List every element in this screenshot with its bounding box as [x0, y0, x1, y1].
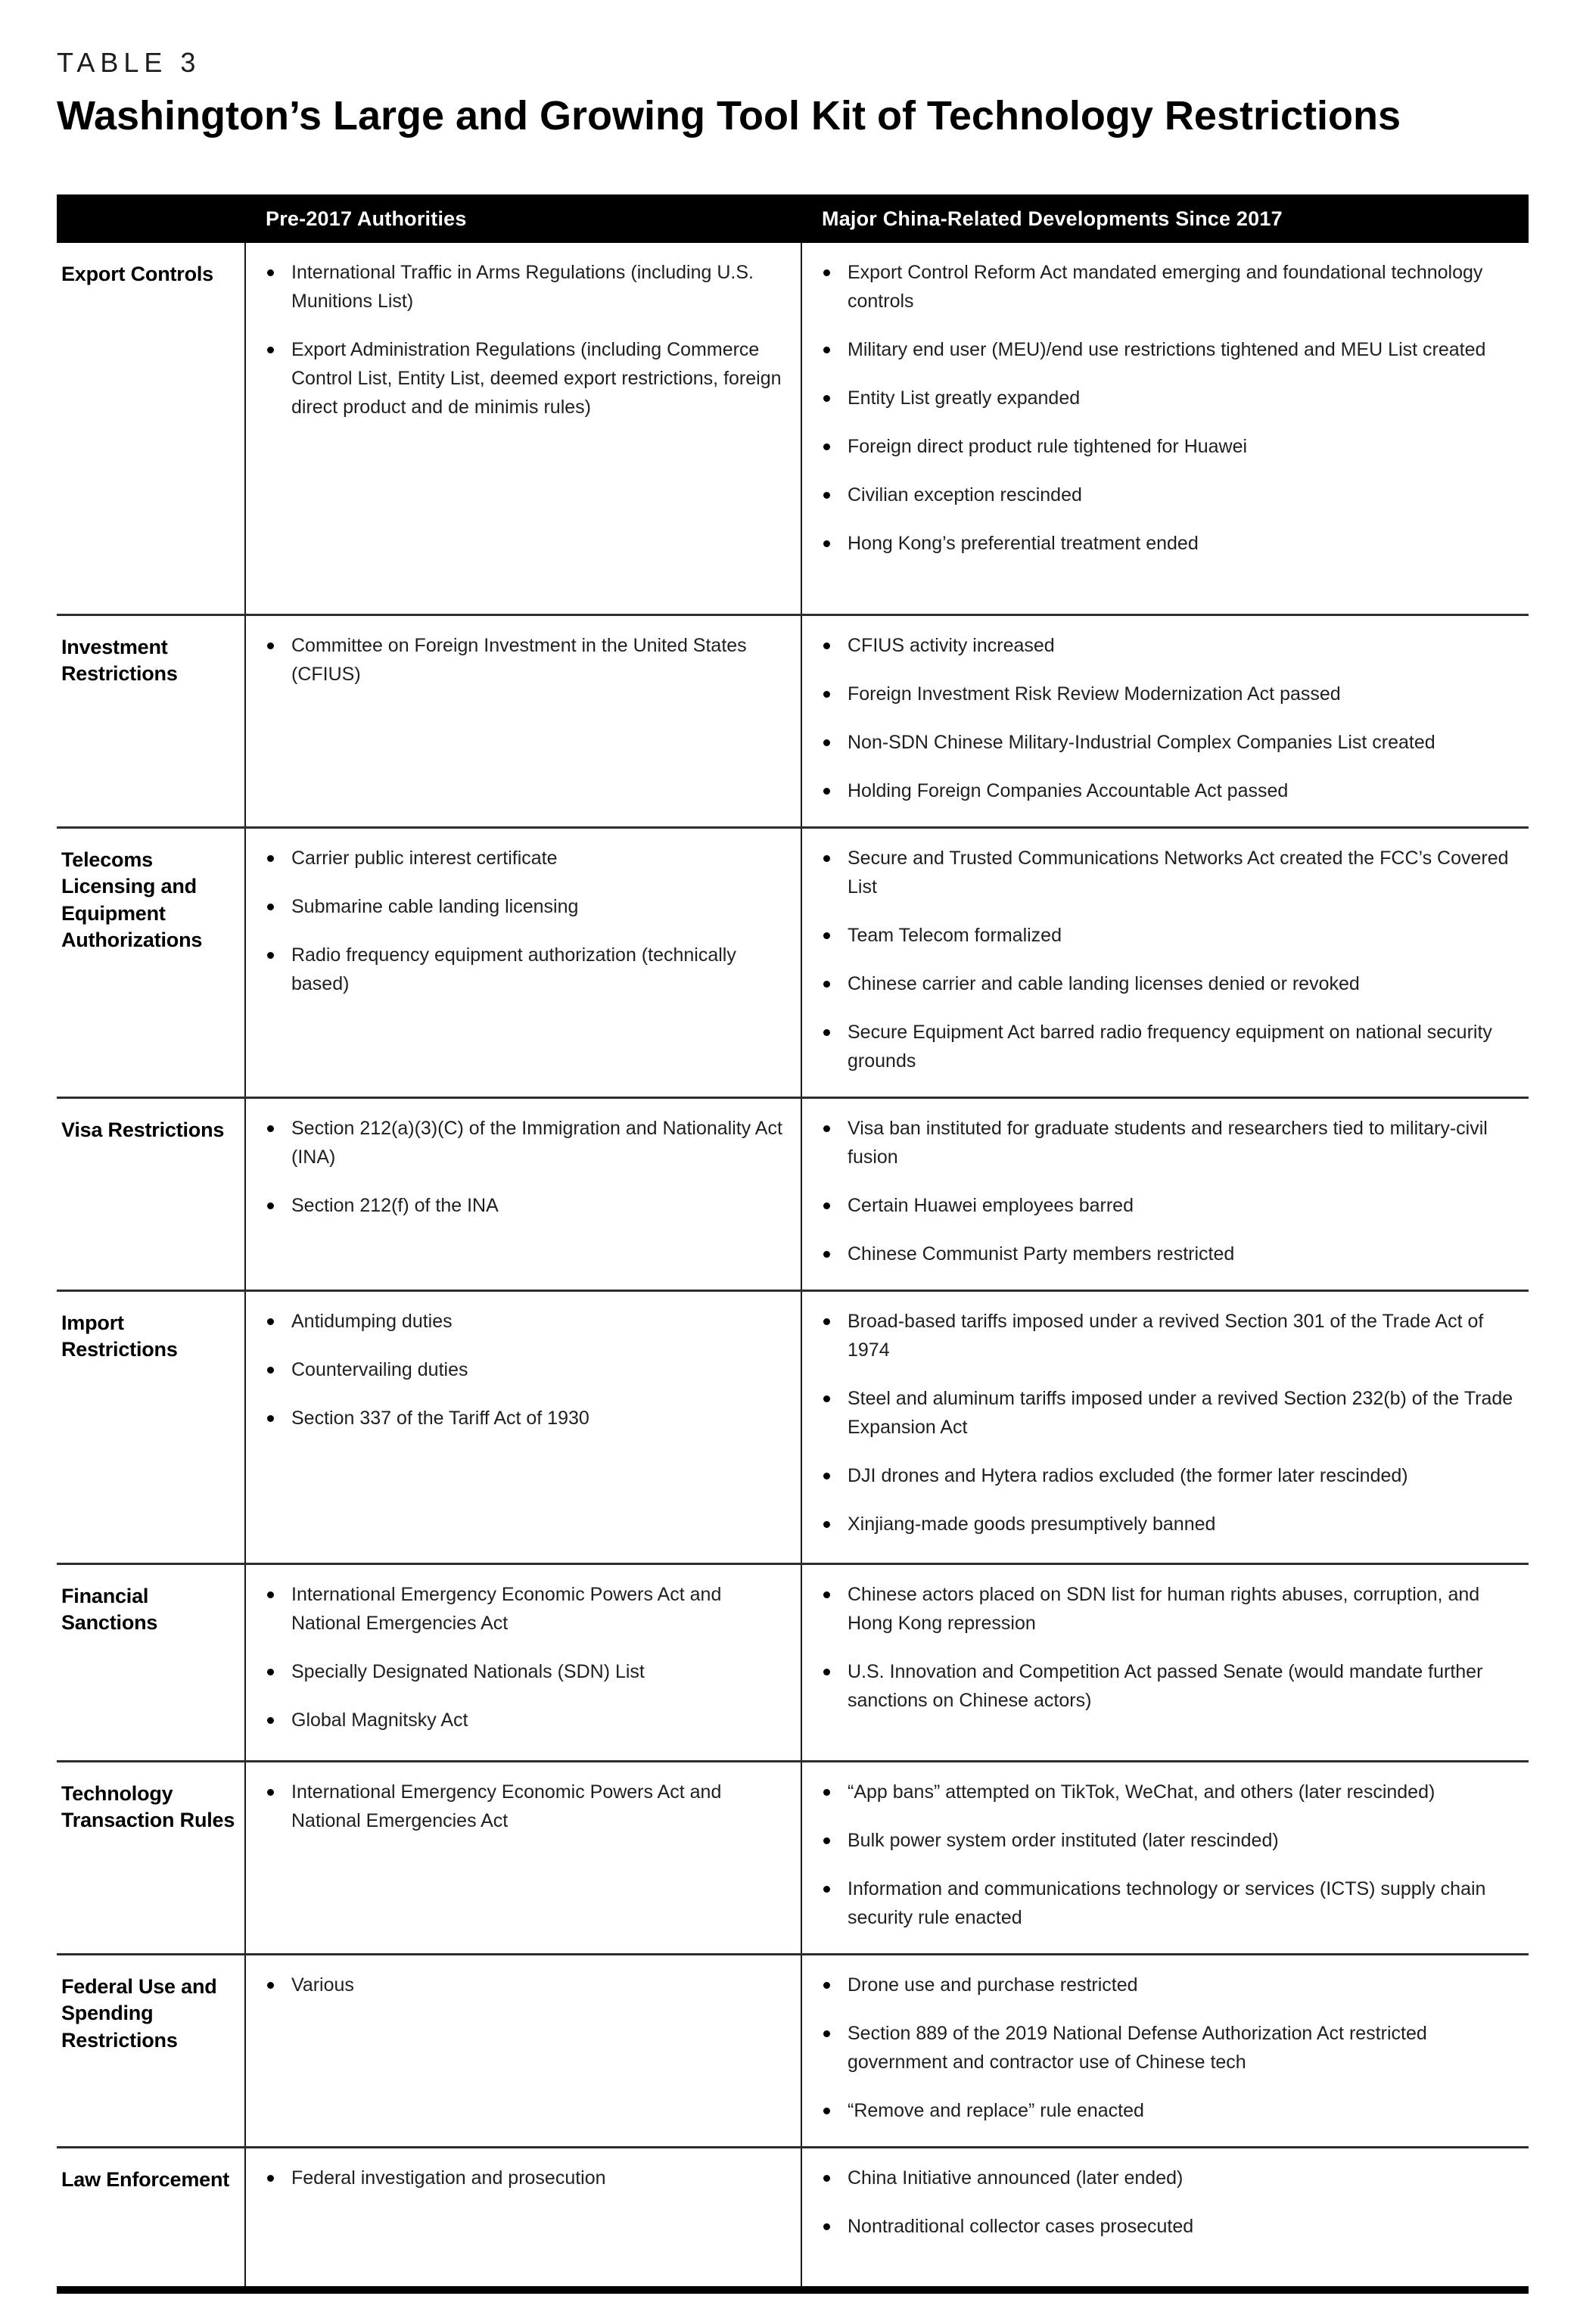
bullet-item: Nontraditional collector cases prosecuted [822, 2212, 1516, 2241]
pre-2017-bullet-list [246, 616, 801, 710]
row-category-label: Visa Restrictions [57, 1099, 246, 1290]
row-since-2017-cell [802, 1099, 1529, 1290]
since-2017-bullet-list [802, 829, 1529, 1097]
bullet-item: China Initiative announced (later ended) [822, 2164, 1516, 2192]
since-2017-bullet-list [802, 1762, 1529, 1953]
bullet-item: “App bans” attempted on TikTok, WeChat, and others (later rescinded) [822, 1778, 1516, 1806]
bullet-item: Drone use and purchase restricted [822, 1971, 1516, 1999]
row-category-label: Law Enforcement [57, 2148, 246, 2286]
since-2017-bullet-list [802, 1099, 1529, 1290]
table-row [57, 2146, 1529, 2286]
row-pre-2017-cell [246, 1565, 802, 1760]
row-since-2017-cell [802, 243, 1529, 614]
table-row [57, 826, 1529, 1097]
since-2017-bullet-list [802, 1292, 1529, 1560]
table-row [57, 1953, 1529, 2146]
bullet-item: Civilian exception rescinded [822, 481, 1516, 509]
bullet-item: Information and communications technology or services (ICTS) supply chain security rule enacted [822, 1874, 1516, 1932]
header-cell-pre-2017: Pre-2017 Authorities [266, 207, 467, 230]
row-since-2017-cell [802, 1955, 1529, 2146]
bullet-item: Export Administration Regulations (including Commerce Control List, Entity List, deemed export restrictions, foreign direct product and de minimis rules) [266, 335, 788, 422]
table-body [57, 243, 1529, 2286]
bullet-item: Certain Huawei employees barred [822, 1191, 1516, 1220]
bullet-item: Radio frequency equipment authorization (technically based) [266, 941, 788, 998]
row-pre-2017-cell [246, 243, 802, 614]
row-category-label: Financial Sanctions [57, 1565, 246, 1760]
bullet-item: Broad-based tariffs imposed under a revived Section 301 of the Trade Act of 1974 [822, 1307, 1516, 1364]
bullet-item: DJI drones and Hytera radios excluded (the former later rescinded) [822, 1461, 1516, 1490]
row-since-2017-cell [802, 616, 1529, 826]
pre-2017-bullet-list [246, 1762, 801, 1856]
table-kicker: TABLE 3 [57, 47, 201, 78]
pre-2017-bullet-list [246, 1292, 801, 1454]
row-since-2017-cell [802, 1762, 1529, 1953]
bullet-item: Chinese actors placed on SDN list for human rights abuses, corruption, and Hong Kong repression [822, 1580, 1516, 1638]
table-header-row [57, 194, 1529, 243]
bullet-item: Chinese Communist Party members restricted [822, 1240, 1516, 1268]
bullet-item: Steel and aluminum tariffs imposed under a revived Section 232(b) of the Trade Expansion Act [822, 1384, 1516, 1442]
bullet-item: Military end user (MEU)/end use restrictions tightened and MEU List created [822, 335, 1516, 364]
row-category-label: Technology Transaction Rules [57, 1762, 246, 1953]
since-2017-bullet-list [802, 243, 1529, 579]
bullet-item: Foreign direct product rule tightened for Huawei [822, 432, 1516, 461]
row-category-label: Investment Restrictions [57, 616, 246, 826]
since-2017-bullet-list [802, 1565, 1529, 1736]
table-row [57, 1563, 1529, 1760]
bullet-item: Section 212(a)(3)(C) of the Immigration and Nationality Act (INA) [266, 1114, 788, 1171]
bullet-item: Secure Equipment Act barred radio frequency equipment on national security grounds [822, 1018, 1516, 1075]
bullet-item: International Traffic in Arms Regulations (including U.S. Munitions List) [266, 258, 788, 316]
row-since-2017-cell [802, 1292, 1529, 1563]
page-title: Washington’s Large and Growing Tool Kit of Technology Restrictions [57, 93, 1401, 138]
header-cell-category [57, 211, 246, 226]
bullet-item: Hong Kong’s preferential treatment ended [822, 529, 1516, 558]
bullet-item: Export Control Reform Act mandated emerging and foundational technology controls [822, 258, 1516, 316]
pre-2017-bullet-list [246, 1099, 801, 1241]
table-row [57, 614, 1529, 826]
row-pre-2017-cell [246, 1762, 802, 1953]
bullet-item: Entity List greatly expanded [822, 384, 1516, 412]
bullet-item: Xinjiang-made goods presumptively banned [822, 1510, 1516, 1538]
since-2017-bullet-list [802, 616, 1529, 826]
bullet-item: Section 212(f) of the INA [266, 1191, 788, 1220]
row-pre-2017-cell [246, 1292, 802, 1563]
bullet-item: International Emergency Economic Powers Act and National Emergencies Act [266, 1778, 788, 1835]
row-pre-2017-cell [246, 1955, 802, 2146]
bullet-item: International Emergency Economic Powers Act and National Emergencies Act [266, 1580, 788, 1638]
pre-2017-bullet-list [246, 2148, 801, 2214]
row-since-2017-cell [802, 829, 1529, 1097]
row-pre-2017-cell [246, 1099, 802, 1290]
bullet-item: Submarine cable landing licensing [266, 892, 788, 921]
bullet-item: CFIUS activity increased [822, 631, 1516, 660]
bullet-item: Global Magnitsky Act [266, 1706, 788, 1734]
bullet-item: Specially Designated Nationals (SDN) List [266, 1657, 788, 1686]
bullet-item: Section 889 of the 2019 National Defense Authorization Act restricted government and contractor use of Chinese tech [822, 2019, 1516, 2077]
row-pre-2017-cell [246, 829, 802, 1097]
bullet-item: Team Telecom formalized [822, 921, 1516, 950]
bullet-item: Section 337 of the Tariff Act of 1930 [266, 1404, 788, 1433]
row-pre-2017-cell [246, 2148, 802, 2286]
since-2017-bullet-list [802, 2148, 1529, 2262]
row-category-label: Federal Use and Spending Restrictions [57, 1955, 246, 2146]
bullet-item: U.S. Innovation and Competition Act passed Senate (would mandate further sanctions on Chinese actors) [822, 1657, 1516, 1715]
bullet-item: Secure and Trusted Communications Networks Act created the FCC’s Covered List [822, 844, 1516, 901]
row-category-label: Telecoms Licensing and Equipment Authorizations [57, 829, 246, 1097]
bullet-item: “Remove and replace” rule enacted [822, 2096, 1516, 2125]
bullet-item: Non-SDN Chinese Military-Industrial Complex Companies List created [822, 728, 1516, 757]
row-since-2017-cell [802, 1565, 1529, 1760]
bullet-item: Holding Foreign Companies Accountable Act passed [822, 776, 1516, 805]
pre-2017-bullet-list [246, 829, 801, 1019]
row-category-label: Export Controls [57, 243, 246, 614]
bullet-item: Chinese carrier and cable landing licenses denied or revoked [822, 969, 1516, 998]
pre-2017-bullet-list [246, 1565, 801, 1756]
pre-2017-bullet-list [246, 1955, 801, 2021]
restrictions-table [57, 194, 1529, 2294]
row-pre-2017-cell [246, 616, 802, 826]
since-2017-bullet-list [802, 1955, 1529, 2146]
bullet-item: Bulk power system order instituted (later rescinded) [822, 1826, 1516, 1855]
bullet-item: Committee on Foreign Investment in the United States (CFIUS) [266, 631, 788, 689]
row-category-label: Import Restrictions [57, 1292, 246, 1563]
bullet-item: Federal investigation and prosecution [266, 2164, 788, 2192]
table-row [57, 243, 1529, 614]
pre-2017-bullet-list [246, 243, 801, 443]
table-row [57, 1097, 1529, 1290]
table-row [57, 1760, 1529, 1953]
row-since-2017-cell [802, 2148, 1529, 2286]
bullet-item: Countervailing duties [266, 1355, 788, 1384]
bullet-item: Visa ban instituted for graduate students and researchers tied to military-civil fusion [822, 1114, 1516, 1171]
table-row [57, 1290, 1529, 1563]
bullet-item: Foreign Investment Risk Review Modernization Act passed [822, 680, 1516, 708]
bullet-item: Various [266, 1971, 788, 1999]
bullet-item: Antidumping duties [266, 1307, 788, 1336]
header-cell-since-2017: Major China-Related Developments Since 2017 [822, 207, 1283, 230]
bullet-item: Carrier public interest certificate [266, 844, 788, 873]
